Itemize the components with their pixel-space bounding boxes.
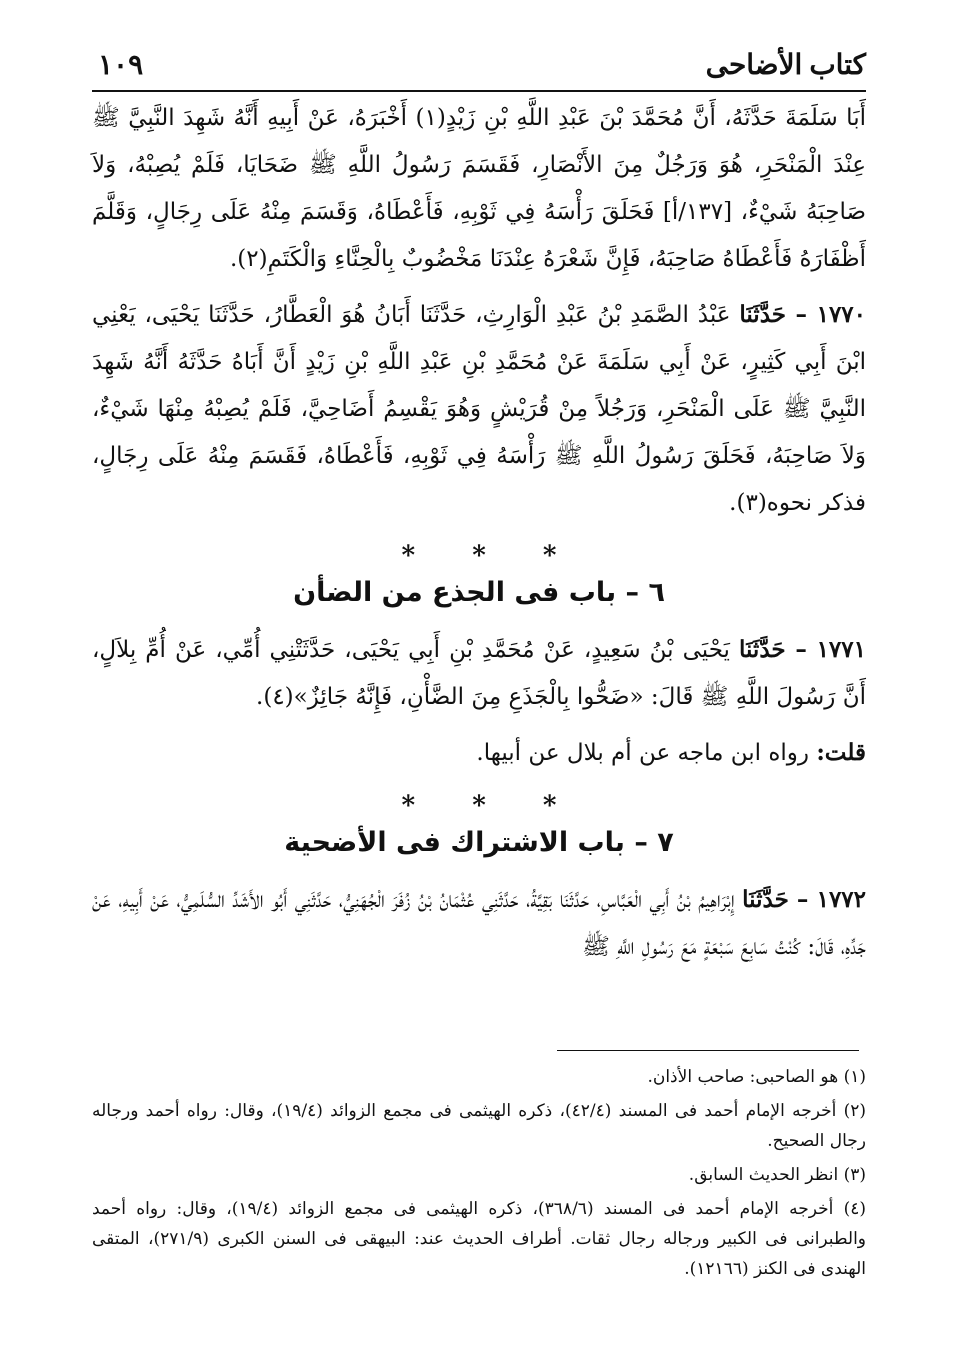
hadith-number-1771: ١٧٧١ – حَدَّثَنَا (738, 636, 866, 663)
running-title: كتاب الأضاحى (705, 50, 866, 81)
footnote-3: (٣) انظر الحديث السابق. (688, 1165, 866, 1185)
hadith-number-1772: ١٧٧٢ – حَدَّثَنَا (742, 886, 867, 913)
hadith-1770 (92, 291, 866, 527)
footnote-1: (١) هو الصاحبى: صاحب الأذان. (647, 1067, 866, 1087)
qult-text: رواه ابن ماجه عن أم بلال عن أبيها. (476, 740, 817, 766)
hadith-text-1770: عَبْدُ الصَّمَدِ بْنُ عَبْدِ الْوَارِثِ، حَدَّثَنَا أَبَانُ هُوَ الْعَطَّارُ، حَدَّثَنَا يَحْيَى، يَعْنِي ابْنَ أَبِي كَثِيرٍ، عَنْ أَبِي سَلَمَةَ عَنْ مُحَمَّدِ بْنِ عَبْدِ اللَّهِ بْنِ زَيْدٍ أَنَّ أَبَاهُ حَدَّثَهُ أَنَّهُ شَهِدَ النَّبِيَّ ﷺ عَلَى الْمَنْحَرِ، وَرَجُلاً مِنْ قُرَيْشٍ وَهُوَ يَقْسِمُ أَضَاحِيَّ، فَلَمْ يُصِبْهُ مِنْهَا شَيْءٌ، وَلاَ صَاحِبَهُ، فَحَلَقَ رَسُولُ اللَّهِ ﷺ رَأْسَهُ فِي ثَوْبِهِ، فَأَعْطَاهُ، فَقَسَمَ مِنْهُ عَلَى رِجَالٍ، فذكر نحوه(٣). (92, 302, 866, 516)
section-separator: * * * (401, 541, 581, 571)
hadith-number-1770: ١٧٧٠ – حَدَّثَنَا (739, 301, 867, 328)
hadith-text-1771: يَحْيَى بْنُ سَعِيدٍ، عَنْ مُحَمَّدِ بْنِ أَبِي يَحْيَى، حَدَّثَتْنِي أُمِّي، عَنْ أُمِّ بِلاَلٍ، أَنَّ رَسُولَ اللَّهِ ﷺ قَالَ: «ضَحُّوا بِالْجَذَعِ مِنَ الضَّأْنِ، فَإِنَّهُ جَائِزٌ»(٤). (92, 637, 866, 710)
qult-label: قلت: (816, 739, 866, 766)
footnotes (92, 1062, 866, 1284)
page-header (92, 42, 866, 92)
footnote-4: (٤) أخرجه الإمام أحمد فى المسند (٣٦٨/٦)، ذكره الهيثمى فى مجمع الزوائد (١٩/٤)، وقال: رواه أحمد والطبرانى فى الكبير ورجاله رجال ثقات. أطراف الحديث عند: البيهقى فى السنن الكبرى (٢٧١/٩)، المتقى الهندى فى الكنز (١٢١٦٦). (92, 1199, 866, 1279)
chapter-heading-7: ٧ – باب الاشتراك فى الأضحية (284, 827, 674, 858)
page-number: ١٠٩ (98, 50, 144, 81)
qult-note (92, 729, 866, 777)
section-separator: * * * (401, 791, 581, 821)
paragraph-continuation: أَبَا سَلَمَةَ حَدَّثَهُ، أَنَّ مُحَمَّدَ بْنَ عَبْدِ اللَّهِ بْنِ زَيْدٍ(١) أَخْبَرَهُ، عَنْ أَبِيهِ أَنَّهُ شَهِدَ النَّبِيَّ ﷺ عِنْدَ الْمَنْحَرِ، هُوَ وَرَجُلٌ مِنَ الأَنْصَارِ، فَقَسَمَ رَسُولُ اللَّهِ ﷺ ضَحَايَا، فَلَمْ يُصِبْهُ، وَلاَ صَاحِبَهُ شَيْءٌ، [١٣٧/أ] فَحَلَقَ رَأْسَهُ فِي ثَوْبِهِ، فَأَعْطَاهُ، وَقَسَمَ مِنْهُ عَلَى رِجَالٍ، وَقَلَّمَ أَظْفَارَهُ فَأَعْطَاهُ صَاحِبَهُ، فَإِنَّ شَعْرَهُ عِنْدَنَا مَخْضُوبٌ بِالْحِنَّاءِ وَالْكَتَمِ(٢). (92, 105, 866, 272)
chapter-heading-6: ٦ – باب فى الجذع من الضأن (293, 577, 665, 608)
hadith-1772 (92, 876, 866, 971)
footnote-divider (557, 1050, 859, 1051)
main-text (92, 95, 866, 971)
footnote-2: (٢) أخرجه الإمام أحمد فى المسند (٤٢/٤)، ذكره الهيثمى فى مجمع الزوائد (١٩/٤)، وقال: رواه أحمد ورجاله رجال الصحيح. (92, 1101, 866, 1151)
hadith-1771 (92, 626, 866, 721)
hadith-text-1772: إِبْرَاهِيمُ بْنُ أَبِي الْعَبَّاسِ، حَدَّثَنَا بَقِيَّةُ، حَدَّثَنِي عُثْمَانُ بْنُ زُفَرَ الْجُهَنِيُّ، حَدَّثَنِي أَبُو الأَشَدِّ السُّلَمِيُّ، عَنْ أَبِيهِ، عَنْ جَدِّهِ، قَالَ: كُنْتُ سَابِعَ سَبْعَةٍ مَعَ رَسُولِ اللَّهِ ﷺ (92, 887, 866, 960)
